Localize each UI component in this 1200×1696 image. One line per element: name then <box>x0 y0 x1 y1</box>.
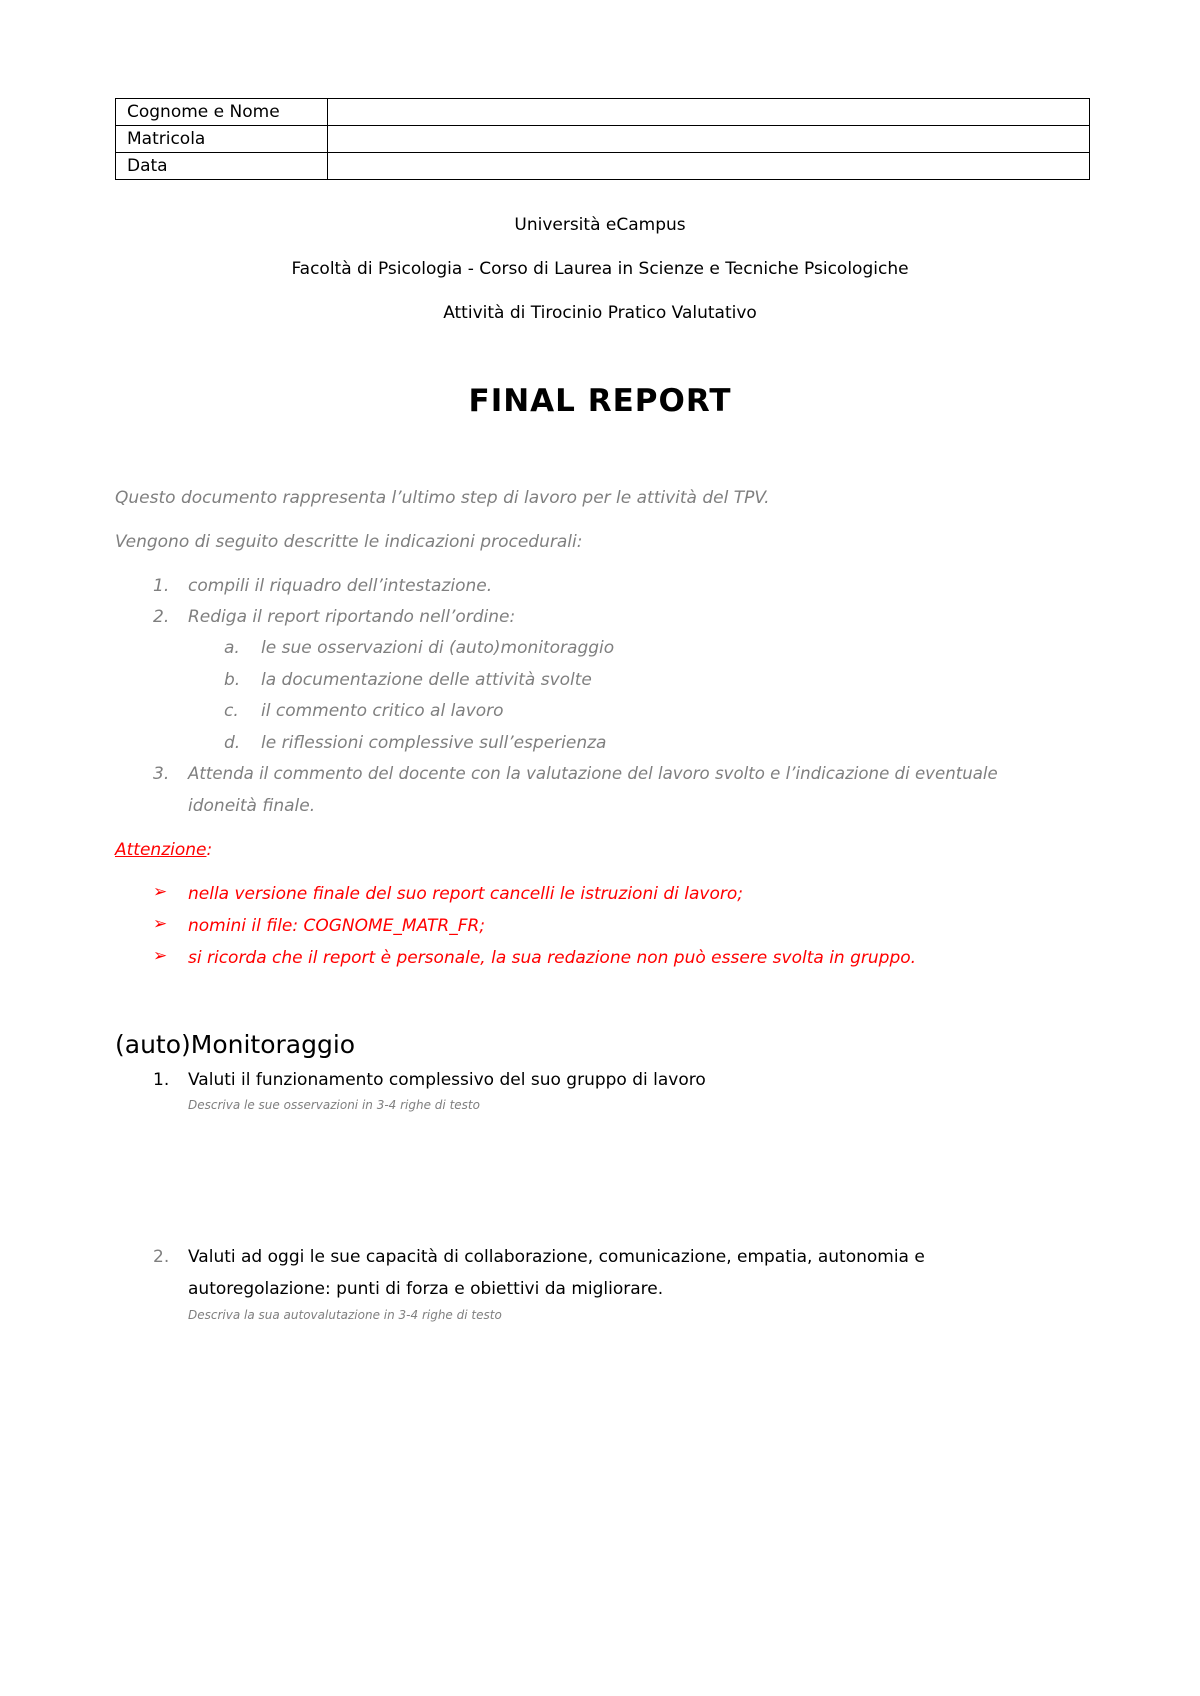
date-value-cell[interactable] <box>328 153 1090 180</box>
attention-item-1: nella versione finale del suo report cancelli le istruzioni di lavoro; <box>188 884 743 904</box>
arrow-bullet-icon: ➢ <box>153 882 168 902</box>
date-label: Data <box>116 153 328 180</box>
substep-c-letter: c. <box>224 701 239 721</box>
matricola-value-cell[interactable] <box>328 126 1090 153</box>
substep-d-letter: d. <box>224 733 241 753</box>
question-2-text-cont: autoregolazione: punti di forza e obiettivi da migliorare. <box>188 1279 664 1299</box>
matricola-label: Matricola <box>116 126 328 153</box>
question-2-number: 2. <box>153 1247 170 1267</box>
step-2-number: 2. <box>153 607 170 627</box>
question-1-number: 1. <box>153 1070 170 1090</box>
header-table <box>115 98 1090 180</box>
page-title: FINAL REPORT <box>468 383 732 419</box>
attention-colon: : <box>206 840 213 860</box>
table-row <box>116 126 1090 153</box>
step-1-text: compili il riquadro dell’intestazione. <box>188 576 493 596</box>
arrow-bullet-icon: ➢ <box>153 914 168 934</box>
arrow-bullet-icon: ➢ <box>153 946 168 966</box>
step-3-text: Attenda il commento del docente con la valutazione del lavoro svolto e l’indicazione di eventuale <box>188 764 998 783</box>
substep-c-text: il commento critico al lavoro <box>261 701 504 721</box>
intro-line-1: Questo documento rappresenta l’ultimo step di lavoro per le attività del TPV. <box>115 488 770 508</box>
attention-item-2: nomini il file: COGNOME_MATR_FR; <box>188 916 486 936</box>
step-3-number: 3. <box>153 764 170 784</box>
step-1-number: 1. <box>153 576 170 596</box>
intro-line-2: Vengono di seguito descritte le indicazioni procedurali: <box>115 532 583 552</box>
question-1-text: Valuti il funzionamento complessivo del suo gruppo di lavoro <box>188 1070 706 1090</box>
attention-label: Attenzione <box>115 840 207 860</box>
university-name: Università eCampus <box>514 215 686 235</box>
attention-label-line <box>115 840 212 860</box>
section-heading: (auto)Monitoraggio <box>115 1030 356 1059</box>
name-value-cell[interactable] <box>328 99 1090 126</box>
name-label: Cognome e Nome <box>116 99 328 126</box>
activity-name: Attività di Tirocinio Pratico Valutativo <box>443 303 757 323</box>
substep-b-letter: b. <box>224 670 241 690</box>
substep-b-text: la documentazione delle attività svolte <box>261 670 592 690</box>
substep-a-letter: a. <box>224 638 240 658</box>
faculty-name: Facoltà di Psicologia - Corso di Laurea in Scienze e Tecniche Psicologiche <box>291 259 909 279</box>
substep-d-text: le riflessioni complessive sull’esperienza <box>261 733 607 753</box>
step-2-text: Rediga il report riportando nell’ordine: <box>188 607 516 627</box>
question-1-hint: Descriva le sue osservazioni in 3-4 righe di testo <box>188 1098 480 1112</box>
question-2-hint: Descriva la sua autovalutazione in 3-4 righe di testo <box>188 1308 502 1322</box>
step-3-text-cont: idoneità finale. <box>188 796 316 816</box>
substep-a-text: le sue osservazioni di (auto)monitoraggio <box>261 638 615 658</box>
question-2-text: Valuti ad oggi le sue capacità di collaborazione, comunicazione, empatia, autonomia e <box>188 1247 925 1267</box>
table-row <box>116 153 1090 180</box>
table-row <box>116 99 1090 126</box>
attention-item-3: si ricorda che il report è personale, la sua redazione non può essere svolta in gruppo. <box>188 948 917 968</box>
